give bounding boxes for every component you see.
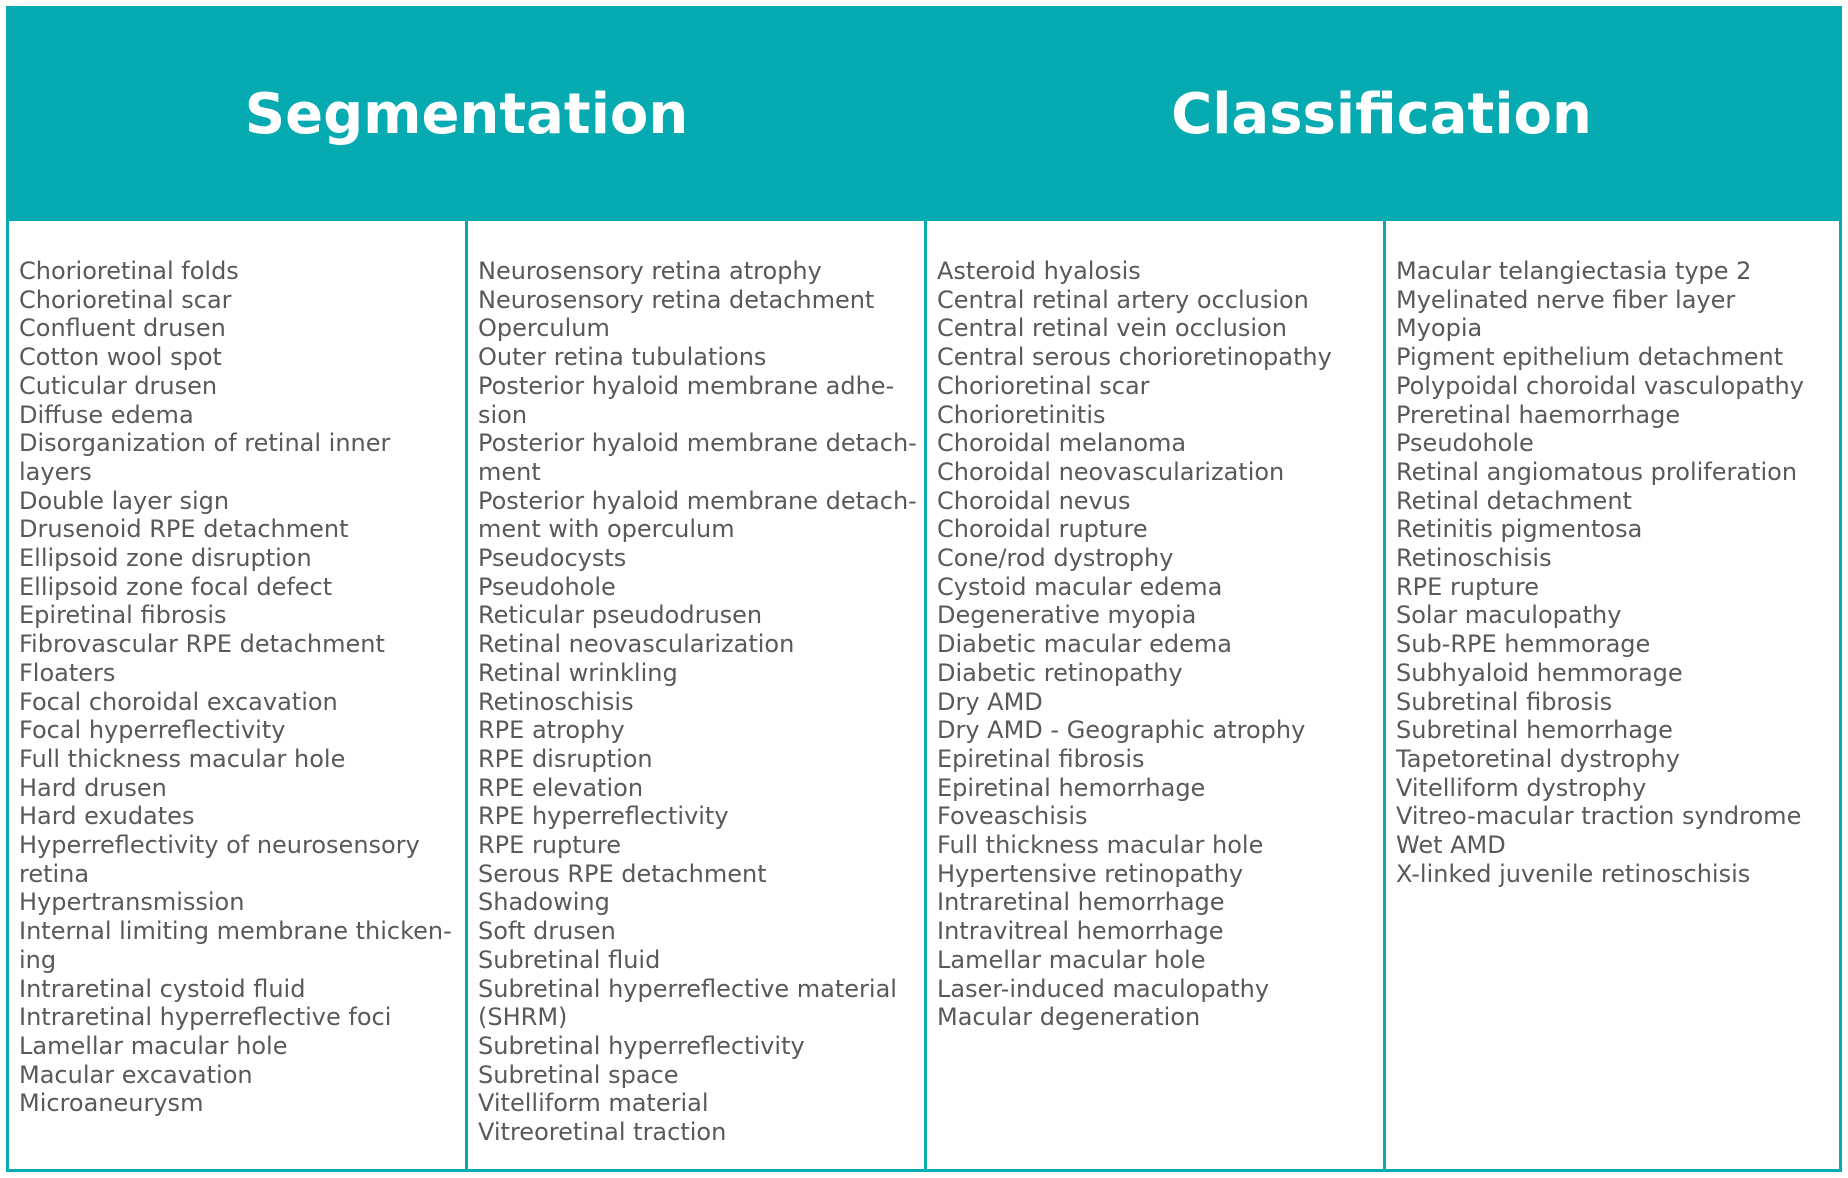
- list-item: Myelinated nerve fiber layer: [1396, 285, 1736, 314]
- list-item: Lamellar macular hole: [19, 1031, 288, 1060]
- list-item: Lamellar macular hole: [937, 945, 1206, 974]
- list-item: Vitreoretinal traction: [478, 1118, 727, 1147]
- list-item: Pseudohole: [1396, 429, 1534, 458]
- list-item: ing: [19, 945, 57, 974]
- list-item: Retinoschisis: [478, 687, 634, 716]
- list-item: Pseudocysts: [478, 544, 627, 573]
- label-table: [6, 6, 1842, 1172]
- list-item: Fibrovascular RPE detachment: [19, 630, 385, 659]
- list-item: Pigment epithelium detachment: [1396, 343, 1784, 372]
- list-item: Internal limiting membrane thicken-: [19, 917, 452, 946]
- list-item: Preretinal haemorrhage: [1396, 400, 1681, 429]
- list-item: Microaneurysm: [19, 1089, 204, 1118]
- list-item: Posterior hyaloid membrane detach-: [478, 429, 917, 458]
- term-list: [9, 221, 465, 1118]
- list-item: Dry AMD - Geographic atrophy: [937, 716, 1306, 745]
- list-item: Posterior hyaloid membrane adhe-: [478, 371, 895, 400]
- list-item: Subretinal fluid: [478, 945, 661, 974]
- list-item: Ellipsoid zone disruption: [19, 544, 312, 573]
- list-item: Pseudohole: [478, 572, 616, 601]
- list-item: Intraretinal cystoid fluid: [19, 974, 306, 1003]
- list-item: Choroidal melanoma: [937, 429, 1187, 458]
- list-item: Chorioretinal scar: [937, 371, 1150, 400]
- list-item: Cystoid macular edema: [937, 572, 1223, 601]
- list-item: Cotton wool spot: [19, 343, 222, 372]
- list-item: ment with operculum: [478, 515, 735, 544]
- list-item: Asteroid hyalosis: [937, 257, 1141, 285]
- list-item: Reticular pseudodrusen: [478, 601, 763, 630]
- list-item: Outer retina tubulations: [478, 343, 767, 372]
- list-item: RPE rupture: [1396, 572, 1539, 601]
- list-item: (SHRM): [478, 1003, 568, 1032]
- list-item: Subretinal hemorrhage: [1396, 716, 1673, 745]
- list-item: Central retinal artery occlusion: [937, 285, 1309, 314]
- list-item: Full thickness macular hole: [19, 744, 346, 773]
- table-header: [9, 9, 1839, 221]
- list-item: Macular excavation: [19, 1060, 253, 1089]
- list-item: Macular degeneration: [937, 1003, 1201, 1032]
- list-item: Ellipsoid zone focal defect: [19, 572, 333, 601]
- classification-column-2: [1386, 221, 1839, 1169]
- list-item: Subretinal fibrosis: [1396, 687, 1613, 716]
- list-item: retina: [19, 859, 90, 888]
- list-item: Focal choroidal excavation: [19, 687, 338, 716]
- list-item: Central retinal vein occlusion: [937, 314, 1287, 343]
- list-item: RPE elevation: [478, 773, 644, 802]
- list-item: Retinal detachment: [1396, 486, 1632, 515]
- list-item: Sub-RPE hemmorage: [1396, 630, 1651, 659]
- list-item: Epiretinal hemorrhage: [937, 773, 1206, 802]
- list-item: Hyperreflectivity of neurosensory: [19, 831, 420, 860]
- list-item: Vitelliform dystrophy: [1396, 773, 1647, 802]
- list-item: Hard drusen: [19, 773, 167, 802]
- list-item: Cone/rod dystrophy: [937, 544, 1174, 573]
- list-item: Hypertransmission: [19, 888, 245, 917]
- list-item: Subhyaloid hemmorage: [1396, 658, 1683, 687]
- list-item: X-linked juvenile retinoschisis: [1396, 859, 1751, 888]
- term-list: [927, 221, 1383, 1032]
- list-item: Hypertensive retinopathy: [937, 859, 1244, 888]
- list-item: Disorganization of retinal inner: [19, 429, 391, 458]
- list-item: Confluent drusen: [19, 314, 226, 343]
- list-item: Wet AMD: [1396, 831, 1506, 860]
- list-item: Retinal wrinkling: [478, 658, 678, 687]
- list-item: Subretinal space: [478, 1060, 679, 1089]
- list-item: Retinitis pigmentosa: [1396, 515, 1643, 544]
- list-item: Subretinal hyperreflective material: [478, 974, 897, 1003]
- list-item: Tapetoretinal dystrophy: [1396, 744, 1680, 773]
- list-item: sion: [478, 400, 528, 429]
- list-item: Chorioretinitis: [937, 400, 1106, 429]
- list-item: Shadowing: [478, 888, 610, 917]
- list-item: Neurosensory retina atrophy: [478, 257, 822, 285]
- list-item: RPE disruption: [478, 744, 653, 773]
- list-item: Laser-induced maculopathy: [937, 974, 1270, 1003]
- list-item: Epiretinal fibrosis: [937, 744, 1145, 773]
- list-item: Chorioretinal folds: [19, 257, 239, 285]
- list-item: Choroidal neovascularization: [937, 457, 1285, 486]
- list-item: Retinoschisis: [1396, 544, 1552, 573]
- list-item: RPE atrophy: [478, 716, 625, 745]
- list-item: Central serous chorioretinopathy: [937, 343, 1332, 372]
- list-item: Chorioretinal scar: [19, 285, 232, 314]
- list-item: Epiretinal fibrosis: [19, 601, 227, 630]
- list-item: Diabetic macular edema: [937, 630, 1232, 659]
- list-item: Full thickness macular hole: [937, 831, 1264, 860]
- list-item: Vitelliform material: [478, 1089, 709, 1118]
- list-item: Macular telangiectasia type 2: [1396, 257, 1752, 285]
- list-item: Intraretinal hemorrhage: [937, 888, 1225, 917]
- list-item: Vitreo-macular traction syndrome: [1396, 802, 1802, 831]
- term-list: [1386, 221, 1839, 888]
- list-item: Choroidal rupture: [937, 515, 1148, 544]
- list-item: Soft drusen: [478, 917, 616, 946]
- list-item: Choroidal nevus: [937, 486, 1131, 515]
- list-item: Diffuse edema: [19, 400, 194, 429]
- list-item: Retinal angiomatous proliferation: [1396, 457, 1798, 486]
- list-item: Polypoidal choroidal vasculopathy: [1396, 371, 1804, 400]
- list-item: layers: [19, 457, 92, 486]
- list-item: Degenerative myopia: [937, 601, 1197, 630]
- classification-heading: Classification: [1171, 82, 1592, 147]
- list-item: Floaters: [19, 658, 116, 687]
- list-item: Myopia: [1396, 314, 1483, 343]
- list-item: Intravitreal hemorrhage: [937, 917, 1224, 946]
- list-item: Hard exudates: [19, 802, 195, 831]
- list-item: Subretinal hyperreflectivity: [478, 1031, 805, 1060]
- segmentation-heading: Segmentation: [244, 82, 689, 147]
- list-item: Solar maculopathy: [1396, 601, 1622, 630]
- list-item: RPE rupture: [478, 831, 621, 860]
- list-item: Intraretinal hyperreflective foci: [19, 1003, 392, 1032]
- list-item: Posterior hyaloid membrane detach-: [478, 486, 917, 515]
- list-item: ment: [478, 457, 541, 486]
- segmentation-column-1: [9, 221, 468, 1169]
- classification-column-1: [927, 221, 1386, 1169]
- list-item: Cuticular drusen: [19, 371, 218, 400]
- list-item: Retinal neovascularization: [478, 630, 795, 659]
- list-item: Focal hyperreflectivity: [19, 716, 286, 745]
- term-list: [468, 221, 924, 1147]
- list-item: Operculum: [478, 314, 610, 343]
- list-item: Dry AMD: [937, 687, 1043, 716]
- list-item: Foveaschisis: [937, 802, 1088, 831]
- segmentation-column-2: [468, 221, 927, 1169]
- list-item: Diabetic retinopathy: [937, 658, 1183, 687]
- list-item: Neurosensory retina detachment: [478, 285, 875, 314]
- list-item: Drusenoid RPE detachment: [19, 515, 349, 544]
- list-item: RPE hyperreflectivity: [478, 802, 729, 831]
- list-item: Serous RPE detachment: [478, 859, 767, 888]
- list-item: Double layer sign: [19, 486, 230, 515]
